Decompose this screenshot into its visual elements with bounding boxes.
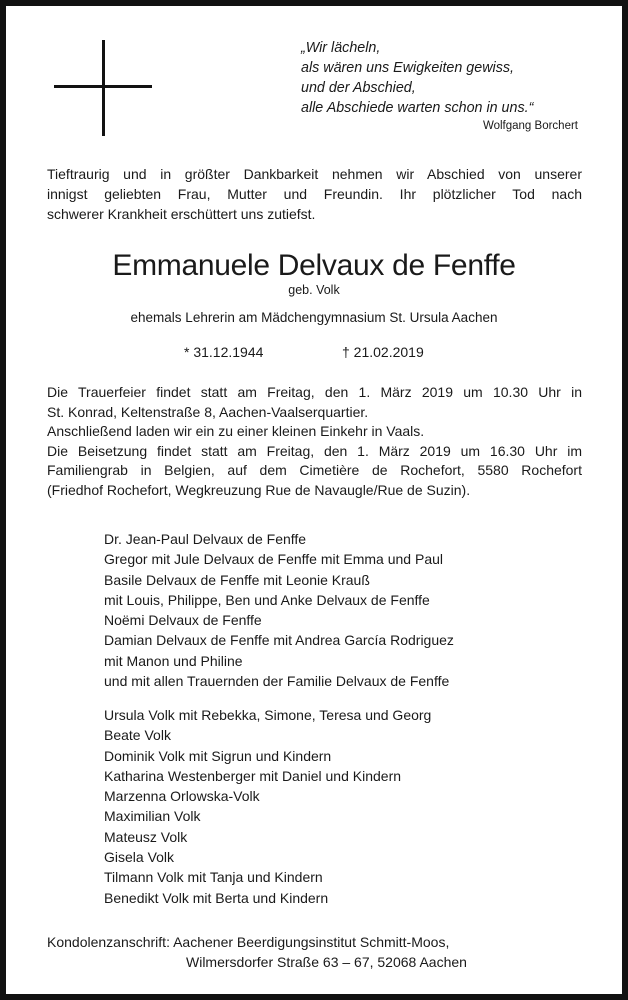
mourner-line: mit Manon und Philine bbox=[104, 652, 243, 669]
intro-line: Tieftraurig und in größter Dankbarkeit nehmen wir Abschied von unserer bbox=[47, 166, 582, 182]
cross-horizontal-bar bbox=[54, 85, 152, 88]
mourner-line: Maximilian Volk bbox=[104, 808, 201, 825]
quote-author: Wolfgang Borchert bbox=[482, 120, 578, 132]
quote-line: und der Abschied, bbox=[301, 80, 416, 96]
mourner-line: Noëmi Delvaux de Fenffe bbox=[104, 612, 262, 629]
mourner-line: Katharina Westenberger mit Daniel und Kindern bbox=[104, 767, 402, 784]
mourner-line: Ursula Volk mit Rebekka, Simone, Teresa und Georg bbox=[104, 707, 432, 723]
birth-date: * 31.12.1944 bbox=[184, 344, 264, 360]
service-line: St. Konrad, Keltenstraße 8, Aachen-Vaalserquartier. bbox=[47, 403, 369, 420]
mourner-line: und mit allen Trauernden der Familie Delvaux de Fenffe bbox=[104, 673, 450, 690]
poem-quote bbox=[301, 38, 581, 118]
service-line: Die Trauerfeier findet statt am Freitag, den 1. März 2019 um 10.30 Uhr in bbox=[47, 384, 582, 400]
intro-line: schwerer Krankheit erschüttert uns zutiefst. bbox=[47, 206, 316, 222]
intro-paragraph bbox=[47, 164, 582, 224]
mourner-line: Marzenna Orlowska-Volk bbox=[104, 788, 260, 805]
service-line: Anschließend laden wir ein zu einer kleinen Einkehr in Vaals. bbox=[47, 423, 425, 439]
quote-line: als wären uns Ewigkeiten gewiss, bbox=[301, 60, 514, 76]
deceased-name: Emmanuele Delvaux de Fenffe bbox=[112, 249, 516, 282]
mourner-line: Mateusz Volk bbox=[104, 828, 188, 845]
mourners-family-volk bbox=[104, 705, 574, 908]
death-date: † 21.02.2019 bbox=[342, 344, 424, 360]
quote-line: „Wir lächeln, bbox=[301, 40, 381, 56]
mourner-line: Dr. Jean-Paul Delvaux de Fenffe bbox=[104, 531, 307, 547]
condolence-street: Wilmersdorfer Straße 63 – 67, 52068 Aachen bbox=[186, 954, 467, 970]
mourner-line: Tilmann Volk mit Tanja und Kindern bbox=[104, 869, 323, 886]
mourners-family-delvaux bbox=[104, 529, 574, 691]
condolence-address bbox=[47, 932, 467, 972]
mourner-line: Gisela Volk bbox=[104, 849, 175, 866]
mourner-line: Dominik Volk mit Sigrun und Kindern bbox=[104, 747, 332, 764]
mourner-line: Damian Delvaux de Fenffe mit Andrea García Rodriguez bbox=[104, 632, 454, 649]
mourner-line: Benedikt Volk mit Berta und Kindern bbox=[104, 889, 329, 906]
condolence-line: Kondolenzanschrift: Aachener Beerdigungsinstitut Schmitt-Moos, bbox=[47, 934, 450, 950]
intro-line: innigst geliebten Frau, Mutter und Freundin. Ihr plötzlicher Tod nach bbox=[47, 186, 582, 202]
service-details bbox=[47, 383, 582, 500]
maiden-name: geb. Volk bbox=[288, 283, 340, 297]
service-line: Familiengrab in Belgien, auf dem Cimetière de Rochefort, 5580 Rochefort bbox=[47, 462, 582, 478]
mourner-line: Beate Volk bbox=[104, 727, 171, 744]
mourner-line: mit Louis, Philippe, Ben und Anke Delvaux de Fenffe bbox=[104, 591, 430, 608]
profession: ehemals Lehrerin am Mädchengymnasium St. Ursula Aachen bbox=[130, 310, 498, 325]
service-line: (Friedhof Rochefort, Wegkreuzung Rue de Navaugle/Rue de Suzin). bbox=[47, 481, 471, 498]
cross-vertical-bar bbox=[102, 40, 105, 136]
mourner-line: Basile Delvaux de Fenffe mit Leonie Krauß bbox=[104, 571, 370, 588]
service-line: Die Beisetzung findet statt am Freitag, den 1. März 2019 um 16.30 Uhr im bbox=[47, 442, 582, 459]
mourner-line: Gregor mit Jule Delvaux de Fenffe mit Emma und Paul bbox=[104, 551, 444, 568]
quote-line: alle Abschiede warten schon in uns.“ bbox=[301, 100, 534, 116]
